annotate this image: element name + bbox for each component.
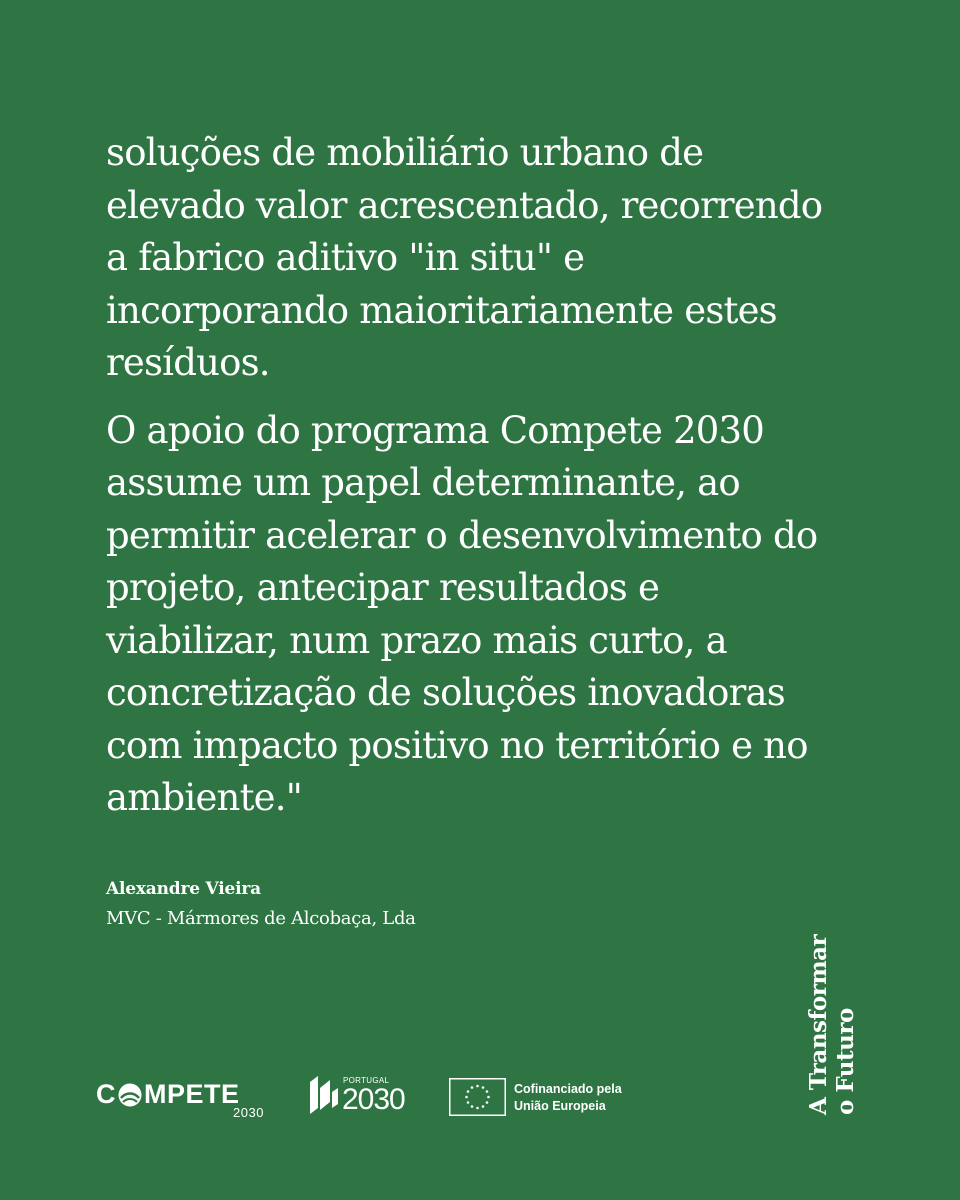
compete-year: 2030: [233, 1105, 264, 1120]
attribution: [106, 878, 416, 932]
compete-2030-logo: [96, 1075, 276, 1125]
tagline-line-1: A Transformar: [805, 934, 832, 1115]
portugal-2030-mark-icon: [308, 1074, 340, 1116]
tagline-line-2: o Futuro: [832, 1008, 859, 1115]
quote-block: [106, 127, 826, 825]
compete-word-end: MPETE: [144, 1079, 240, 1109]
compete-word-start: C: [96, 1079, 116, 1109]
eu-cofinancing-logo: [449, 1076, 649, 1122]
eu-flag-icon: [449, 1078, 506, 1116]
quote-paragraph-2: O apoio do programa Compete 2030 assume um papel determinante, ao permitir acelerar o desenvolvimento do projeto, antecipar resultados e viabilizar, num prazo mais curto, a concretização de soluções inovadoras com impacto positivo no território e no ambiente.": [106, 408, 818, 819]
author-company: MVC - Mármores de Alcobaça, Lda: [106, 908, 416, 929]
logo-bar: [0, 1070, 960, 1130]
eu-text-line-2: União Europeia: [514, 1099, 606, 1113]
compete-o-icon: [117, 1082, 143, 1108]
portugal-label: PORTUGAL: [343, 1076, 390, 1085]
author-name: Alexandre Vieira: [106, 879, 261, 899]
eu-text-line-1: Cofinanciado pela: [514, 1082, 622, 1096]
quote-paragraph-1: soluções de mobiliário urbano de elevado valor acrescentado, recorrendo a fabrico aditivo "in situ" e incorporando maioritariamente estes resíduos.: [106, 131, 823, 384]
portugal-2030-logo: [308, 1074, 428, 1124]
portugal-year: 2030: [342, 1083, 405, 1116]
